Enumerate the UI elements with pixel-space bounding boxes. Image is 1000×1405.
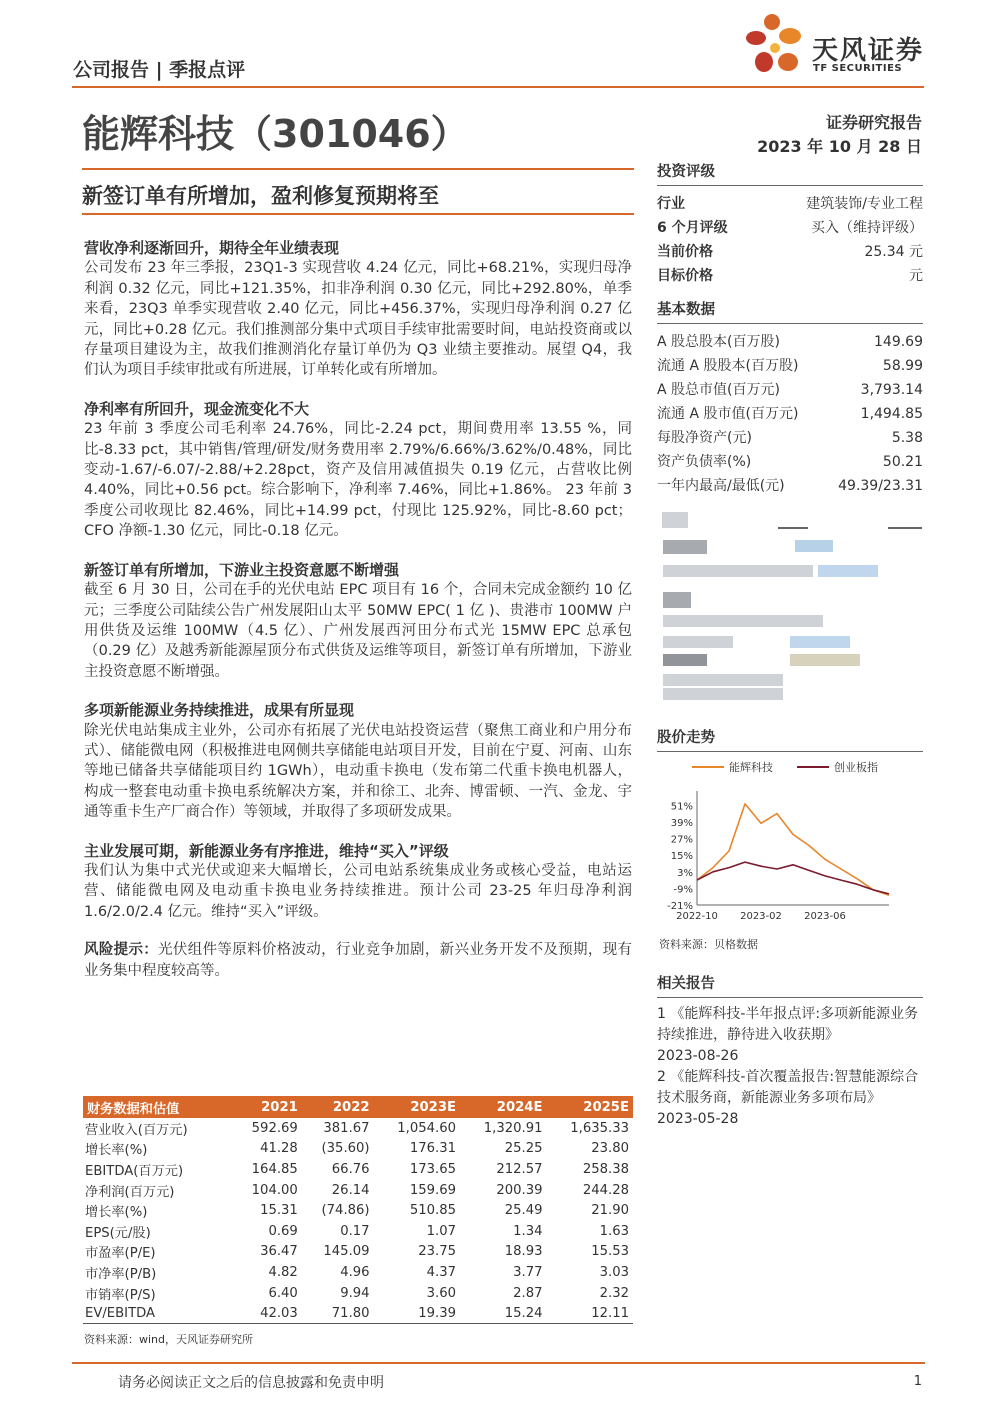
report-subtitle: 新签订单有所增加，盈利修复预期将至 [82,184,439,208]
risk-label: 风险提示： [84,942,159,959]
table-row [83,1262,633,1283]
table-header-row: 财务数据和估值 2021 2022 2023E 2024E 2025E [83,1096,633,1118]
row-label: EV/EBITDA [83,1303,233,1324]
cell-value: 0.69 [268,1223,298,1239]
cell-value: 1.07 [426,1223,457,1239]
x-tick-label: 2022-10 [676,911,718,922]
main-body [84,238,632,999]
related-reports-panel [657,972,923,1130]
basic-row: 资产负债率(%) 50.21 [657,454,923,470]
price-chart-panel [657,726,923,758]
tf-logo-icon [742,12,810,82]
cell-value: 21.90 [591,1203,629,1219]
rating-row: 目标价格 元 [657,268,923,284]
cell-value: 173.65 [409,1161,457,1177]
y-tick-label: 51% [670,801,693,813]
cell-value: 25.25 [504,1141,543,1157]
cell-value: 15.24 [460,1303,546,1324]
chart-source: 资料来源：贝格数据 [659,938,758,951]
cell-value: 510.85 [409,1203,457,1219]
table-source: 资料来源：wind，天风证券研究所 [84,1333,254,1346]
table-row [83,1159,633,1180]
cell-value: 258.38 [582,1161,629,1177]
y-tick-label: 3% [677,867,693,879]
section-text: 公司发布 23 年三季报，23Q1-3 实现营收 4.24 亿元，同比+68.21%，实现归母净利润 0.32 亿元，同比+121.35%，扣非净利润 0.30 亿元，同比+292.80%，单季来看，23Q3 单季实现营收 2.40 亿元，同比+456.37%，实现归母净利润 0.27 亿元，同比+0.28 亿元。我们推测部分集中式项目手续审批需要时间，电站投资商或以存量项目建设为主，故我们推测消化存量订单仍为 Q3 业绩主要推动。展望 Q4，我们认为项目手续审批或有所进展，订单转化或有所增加。 [84,260,632,379]
related-report-item[interactable]: 2 《能辉科技-首次覆盖报告:智慧能源综合技术服务商，新能源业务多项布局》 2023-05-28 [657,1069,919,1127]
cell-value: 1.34 [513,1223,543,1239]
cell-value: 176.31 [409,1141,457,1157]
page-number: 1 [913,1374,922,1389]
table-row [83,1221,633,1242]
cell-value: 104.00 [251,1182,298,1198]
cell-value: 41.28 [260,1141,298,1157]
table-row [83,1283,633,1304]
section-heading: 净利率有所回升，现金流变化不大 [84,399,310,418]
cell-value: 23.80 [591,1141,629,1157]
cell-value: 26.14 [331,1182,370,1198]
row-label: 市净率(P/B) [85,1266,157,1282]
cell-value: 3.03 [599,1264,629,1280]
cell-value: 4.96 [340,1264,370,1280]
price-chart-header: 股价走势 [657,726,923,752]
section-2 [84,399,632,542]
cell-value: 1.63 [599,1223,629,1239]
cell-value: 6.40 [268,1285,298,1301]
cell-value: (35.60) [321,1141,370,1157]
cell-value: 2.32 [599,1285,629,1301]
cell-value: 1,054.60 [397,1120,457,1136]
company-title: 能辉科技（301046） [82,112,469,156]
cell-value: 25.49 [504,1203,543,1219]
basic-row: A 股总市值(百万元) 3,793.14 [657,382,923,398]
table-row [83,1118,633,1139]
section-heading: 营收净利逐渐回升，期待全年业绩表现 [84,239,340,257]
cell-value: 592.69 [251,1120,298,1136]
cell-value: 244.28 [582,1182,629,1198]
related-report-item[interactable]: 1 《能辉科技-半年报点评:多项新能源业务持续推进，静待进入收获期》 2023-08-26 [657,1006,919,1064]
section-text: 23 年前 3 季度公司毛利率 24.76%，同比-2.24 pct，期间费用率 13.55 %，同比-8.33 pct，其中销售/管理/研发/财务费用率 2.79%/6.66%/3.62%/0.48%，同比变动-1.67/-6.07/-2.88/+2.28pct，资产及信用减值损失 0.19 亿元，占营收比例 4.40%，同比+0.56 pct。综合影响下，净利率 7.46%，同比+1.86%。 23 年前 3 季度公司收现比 82.46%，同比+14.99 pct，付现比 125.92%，同比-8.60 pct；CFO 净额-1.30 亿元，同比-0.18 亿元。 [84,421,632,540]
series-line [697,804,889,895]
row-label: 市盈率(P/E) [85,1246,156,1262]
rating-row: 行业 建筑装饰/专业工程 [657,196,923,212]
table-row [83,1180,633,1201]
section-text: 截至 6 月 30 日，公司在手的光伏电站 EPC 项目有 16 个，合同未完成金额约 10 亿元；三季度公司陆续公告广州发展阳山太平 50MW EPC( 1 亿 )、贵港市 100MW 户用供货及运维 100MW（4.5 亿）、广州发展西河田分布式光 15MW EPC 总承包（0.29 亿）及越秀新能源屋顶分布式供货及运维等项目，新签订单有所增加，下游业主投资意愿不断增强。 [84,582,632,680]
section-heading: 多项新能源业务持续推进，成果有所显现 [84,701,355,720]
related-header: 相关报告 [657,972,923,998]
section-heading: 主业发展可期，新能源业务有序推进，维持“买入”评级 [84,841,449,860]
x-tick-label: 2023-06 [804,911,846,922]
cell-value: 9.94 [340,1285,370,1301]
cell-value: 3.60 [426,1285,457,1301]
cell-value: 159.69 [409,1182,457,1198]
table-row [83,1139,633,1160]
cell-value: 4.37 [426,1264,457,1280]
series-line [697,862,889,894]
cell-value: 212.57 [496,1161,543,1177]
row-label: EPS(元/股) [85,1225,151,1241]
cell-value: 18.93 [504,1244,543,1260]
cell-value: 1,320.91 [483,1120,543,1136]
row-label: 净利润(百万元) [85,1184,175,1200]
cell-value: 164.85 [251,1161,298,1177]
cell-value: 2.87 [513,1285,543,1301]
row-label: 增长率(%) [85,1143,148,1159]
cell-value: 0.17 [340,1223,370,1239]
y-tick-label: -21% [667,901,693,912]
rating-panel [657,160,923,288]
logo-text: 天风证券 [812,36,925,66]
rating-header: 投资评级 [657,160,923,186]
y-tick-label: 39% [670,817,693,829]
y-tick-label: 27% [670,834,693,846]
basic-row: 流通 A 股市值(百万元) 1,494.85 [657,406,923,422]
section-4 [84,700,632,822]
cell-value: 36.47 [260,1244,298,1260]
table-row [83,1303,633,1324]
row-label: 营业收入(百万元) [85,1122,188,1138]
price-chart [657,755,923,935]
rating-row: 当前价格 25.34 元 [657,244,923,260]
y-tick-label: -9% [673,884,693,896]
cell-value: 3.77 [513,1264,543,1280]
report-date: 2023 年 10 月 28 日 [757,137,922,156]
basic-row: 一年内最高/最低(元) 49.39/23.31 [657,478,923,494]
legend-label: 创业板指 [834,761,878,774]
section-heading: 新签订单有所增加，下游业主投资意愿不断增强 [84,560,400,579]
legend-label: 能辉科技 [729,761,773,774]
table-row [83,1200,633,1221]
cell-value: 145.09 [323,1244,370,1260]
cell-value: 4.82 [268,1264,298,1280]
cell-value: 381.67 [323,1120,370,1136]
cell-value: 15.31 [260,1203,298,1219]
cell-value: 12.11 [547,1303,634,1324]
report-type: 公司报告 | 季报点评 [73,59,246,81]
report-category: 证券研究报告 [825,113,922,132]
cell-value: 66.76 [331,1161,370,1177]
subtitle-divider [82,213,634,215]
footer-disclaimer: 请务必阅读正文之后的信息披露和免责申明 [118,1375,384,1391]
row-label: 市销率(P/S) [85,1287,156,1303]
cell-value: (74.86) [321,1203,370,1219]
cell-value: 15.53 [591,1244,629,1260]
title-divider [82,168,634,170]
financial-table [83,1096,633,1324]
basic-row: A 股总股本(百万股) 149.69 [657,334,923,350]
basic-row: 每股净资产(元) 5.38 [657,430,923,446]
rating-row: 6 个月评级 买入（维持评级） [657,220,923,236]
risk-section [84,940,632,981]
y-tick-label: 15% [670,851,693,863]
row-label: 增长率(%) [85,1205,148,1221]
cell-value: 19.39 [374,1303,460,1324]
cell-value: 71.80 [302,1303,374,1324]
section-5 [84,841,632,923]
risk-text: 光伏组件等原料价格波动，行业竞争加剧，新兴业务开发不及预期，现有业务集中程度较高等。 [84,942,633,979]
cell-value: 1,635.33 [570,1120,629,1136]
basic-header: 基本数据 [657,298,923,324]
section-text: 我们认为集中式光伏或迎来大幅增长，公司电站系统集成业务或核心受益，电站运营、储能微电网及电动重卡换电业务持续推进。预计公司 23-25 年归母净利润 1.6/2.0/2.4 亿元。维持“买入”评级。 [84,862,632,920]
basic-row: 流通 A 股股本(百万股) 58.99 [657,358,923,374]
cell-value: 23.75 [418,1244,457,1260]
section-1 [84,238,632,381]
table-row [83,1242,633,1263]
row-label: EBITDA(百万元) [85,1163,184,1179]
cell-value: 200.39 [496,1182,543,1198]
footer-divider [72,1362,925,1364]
x-tick-label: 2023-02 [740,911,782,922]
logo-subtext: TF SECURITIES [813,63,903,74]
section-3 [84,560,632,682]
header-divider [72,86,924,88]
section-text: 除光伏电站集成主业外，公司亦有拓展了光伏电站投资运营（聚焦工商业和户用分布式）、储能微电网（积极推进电网侧共享储能电站项目开发，目前在宁夏、河南、山东等地已储备共享储能项目约 1GWh），电动重卡换电（发布第二代重卡换电机器人，构成一整套电动重卡换电系统解决方案，并和徐工、北奔、博雷顿、一汽、金龙、宇通等重卡生产厂商合作）等领域，并取得了多项研发成果。 [84,722,632,821]
cell-value: 42.03 [233,1303,302,1324]
basic-data-panel [657,298,923,498]
